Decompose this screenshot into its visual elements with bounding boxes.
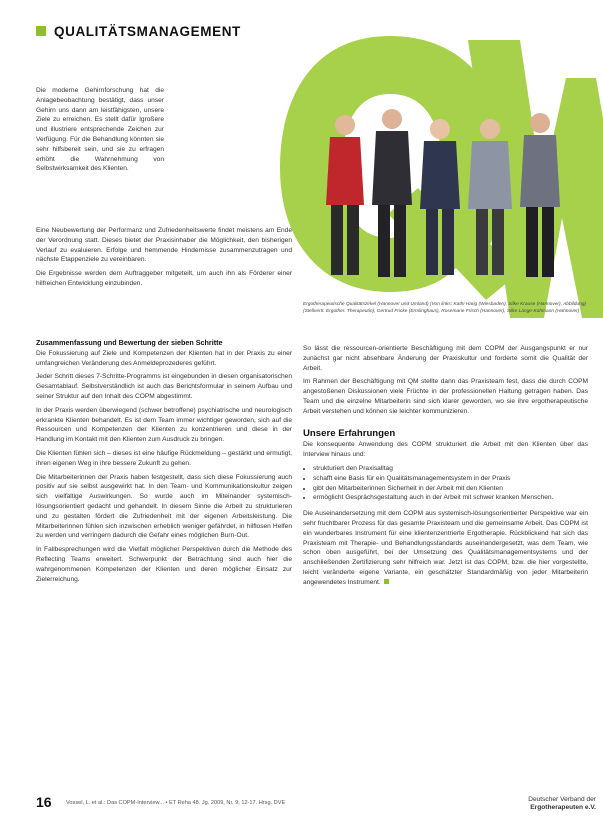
summary-paragraph-5: Die Mitarbeiterinnen der Praxis haben festgestellt, dass sich diese Fokussierung auch positiv auf sie selbst ausgewirkt hat. In den Team- und Kommunikationskultur zeigen sich vielfältige Auswirkungen. So wurde auch im Miteinander systemisch-lösungsorientiert gedacht und gehandelt. In diesem Sinne die Arbeit zu strukturieren und zu gestalten fördert die Zufriedenheit mit der eigenen Arbeitsleistung. Die Mitarbeiterinnen fühlen sich inzwischen erheblich weniger gefährdet, in hilflosen Helfen zu werden und verringern dadurch die Gefahr eines möglichen Burn-Out. xyxy=(36,473,292,540)
intro-column-wide xyxy=(36,226,292,293)
photo-caption: Ergotherapeutische Qualitätszirkel (Hannover und Umland) (Von links: Kathi Harig (Wiesbaden), Silke Krause (Hannover), Abbildung) (Stellvertr. Ergother. Therapeutin), Gertrud Fricke (Ermlinghaus), Rosemarie Frisch (Hannover), Silke Lange-Kahmann (Hannover) xyxy=(303,302,587,314)
footer-citation: Vossel, L. et al.: Das COPM-Interview... • ET Reha 48. Jg. 2009, Nr. 9, 12-17. Hrsg. DVE xyxy=(66,800,286,806)
experience-column xyxy=(303,344,588,592)
person-4 xyxy=(468,119,512,275)
list-item: • strukturiert den Praxisalltag xyxy=(313,464,588,474)
page-number: 16 xyxy=(36,794,52,810)
page-footer xyxy=(36,794,596,816)
team-photo xyxy=(300,95,590,285)
publisher xyxy=(486,796,596,812)
end-square-icon xyxy=(384,579,389,584)
summary-paragraph-6: In Fallbesprechungen wird die Vielfalt möglicher Perspektiven durch die Methode des Reflecting Teams erweitert. Schwerpunkt der Betrachtung sind auch hier die wahrgenommenen Kompetenzen der Klienten und deren möglicher Einsatz zur Zielerreichung. xyxy=(36,546,292,583)
person-1 xyxy=(326,115,364,275)
green-square-icon xyxy=(36,26,46,36)
experience-paragraph-4 xyxy=(303,509,588,587)
summary-heading: Zusammenfassung und Bewertung der sieben Schritte xyxy=(36,338,223,347)
summary-paragraph-4: Die Klienten fühlen sich – dieses ist eine häufige Rückmeldung – gestärkt und ermutigt, ihren eigenen Weg in ihre bessere Zukunft zu gehen. xyxy=(36,449,292,467)
list-item: • ermöglicht Gesprächsgestaltung auch in der Arbeit mit schwer kranken Menschen. xyxy=(313,493,588,503)
list-item: • schafft eine Basis für ein Qualitätsmanagementsystem in der Praxis xyxy=(313,474,588,484)
person-3 xyxy=(420,119,460,275)
publisher-line-1: Deutscher Verband der xyxy=(528,796,596,803)
summary-paragraph-3: In der Praxis werden überwiegend (schwer betroffene) psychiatrische und neurologisch erkrankte Klienten behandelt. Es ist dem Team immer wichtiger geworden, sich auf die Ressourcen und Kompetenzen der Klienten zu konzentrieren und diese in der Handlung im Kontakt mit den Klienten zum Ausdruck zu bringen. xyxy=(36,406,292,444)
experience-paragraph-2: Im Rahmen der Beschäftigung mit QM stellte dann das Praxisteam fest, dass die durch COPM angestoßenen Diskussionen viele Früchte in der professionellen Haltung getragen haben. Das Team und die einzelne Mitarbeiterin sind sich klarer geworden, wo sie ihre ergotherapeutische Arbeit verstehen und können sie leichter kommunizieren. xyxy=(303,378,588,415)
person-2 xyxy=(372,109,412,277)
summary-paragraph-2: Jeder Schritt dieses 7-Schritte-Programms ist eingebunden in diesen organisatorischen Gesamtablauf. Selbstverständlich ist auch das Berichtsformular in seinem Aufbau und seiner Struktur auf den Inhalt des COPM abgestimmt. xyxy=(36,373,292,400)
intro-paragraph-3: Die Ergebnisse werden dem Auftraggeber mitgeteilt, um auch ihn als Förderer einer hilfreichen Entwicklung einzubinden. xyxy=(36,270,292,287)
summary-paragraph-1: Die Fokussierung auf Ziele und Kompetenzen der Klienten hat in der Praxis zu einer umfangreichen Veränderung des Anmeldeprozederes geführt. xyxy=(36,349,292,367)
section-title: QUALITÄTSMANAGEMENT xyxy=(54,23,241,39)
summary-column xyxy=(36,338,292,588)
intro-column xyxy=(36,86,164,178)
intro-paragraph-2: Eine Neubewertung der Performanz und Zufriedenheitswerte findet meistens am Ende der Verordnung statt. Dieses bietet der Praxisinhaber die Möglichkeit, den bisherigen Verlauf zu evaluieren. Erfolge und hemmende Hindernisse zusammenzutragen und nächste Etappenziele zu vereinbaren. xyxy=(36,227,292,264)
experience-list xyxy=(303,464,588,503)
experience-heading: Unsere Erfahrungen xyxy=(303,427,396,439)
list-item: • gibt den Mitarbeiterinnen Sicherheit in der Arbeit mit den Klienten xyxy=(313,484,588,494)
person-5 xyxy=(520,113,560,277)
publisher-line-2: Ergotherapeuten e.V. xyxy=(530,804,596,811)
experience-paragraph-3: Die konsequente Anwendung des COPM strukturiert die Arbeit mit den Klienten über das Interview hinaus und: xyxy=(303,441,588,459)
section-header xyxy=(36,22,241,40)
experience-paragraph-4-text: Die Auseinandersetzung mit dem COPM aus systemisch-lösungsorientierter Perspektive war ein sehr fruchtbarer Prozess für das gesamte Praxisteam und die gemeinsame Arbeit. Das COPM ist ein wunderbares Instrument für eine klientenzentrierte Ergotherapie. Rückblickend hat sich das Praxisteam mit Therapie- und Behandlungsstandards auseinandergesetzt, was dem Team, wie schon oben ausgeführt, bei der Umsetzung des Qualitätsmanagementsystems und der anschließenden Zertifizierung sehr hilfreich war. Jetzt ist das COPM, bzw. die hier vorgestellte, leicht veränderte eigene Variante, ein geschätzter Standardmäßig von jeder Mitarbeiterin angewendetes Instrument. xyxy=(303,510,588,586)
experience-paragraph-1: So lässt die ressourcen-orientierte Beschäftigung mit dem COPM der Ausgangspunkt er nur zunächst gar nicht absehbare Änderung der Praxiskultur und forderte somit die Qualität der Arbeit. xyxy=(303,345,588,372)
intro-paragraph-1: Die moderne Gehirnforschung hat die Anlagebeobachtung bestätigt, dass unser Gehirn uns dann am leistfähigsten, unsere Ziele zu erreichen. Es stellt dafür Igroßere und illustriere entsprechende Zeichen zur Verfügung. Für die Behandlung könnten sie sehr hilfsbereit sein, und sie zu erfragen erhöht die Wahrnehmung von Selbstwirksamkeit des Klienten. xyxy=(36,87,164,173)
